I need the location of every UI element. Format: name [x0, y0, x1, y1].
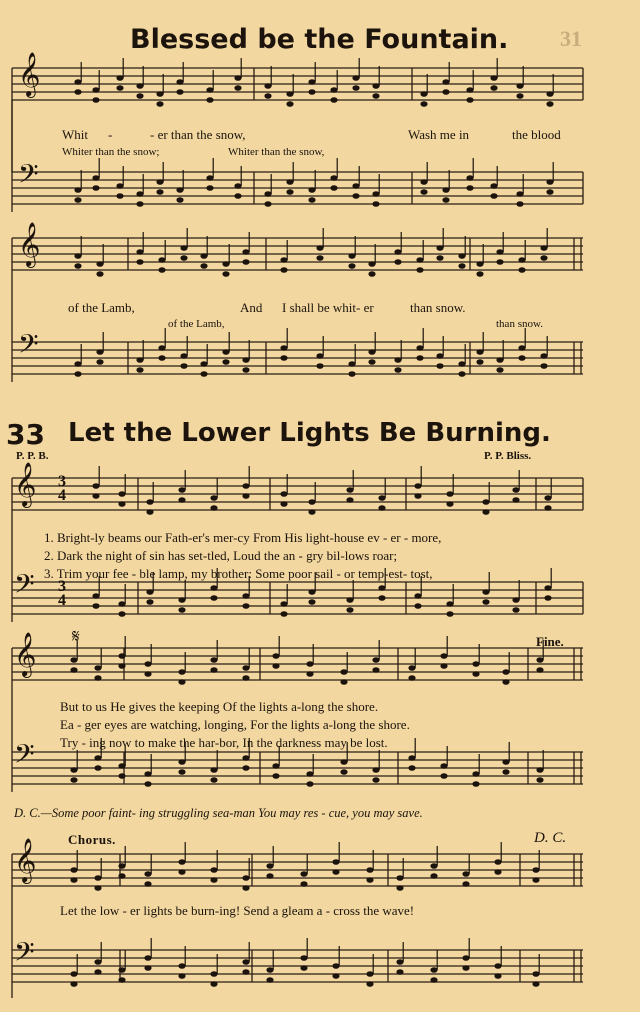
verse-1-part-2: But to us He gives the keeping Of the lights a-long the shore.: [60, 699, 379, 714]
music-credit: P. P. Bliss.: [484, 450, 532, 462]
verse-2: 2. Dark the night of sin has set-tled, Loud the an - gry bil-lows roar;: [44, 548, 398, 563]
verse-2-part-2: Ea - ger eyes are watching, longing, For the lights a-long the shore.: [60, 717, 410, 732]
lyric-fragment: - er than the snow,: [150, 127, 246, 142]
time-signature-bass: 3 4: [58, 578, 66, 609]
dc-label: D. C.: [534, 830, 567, 846]
hymn-number: 33: [6, 418, 45, 451]
bass-clef: 𝄢: [18, 158, 39, 196]
lyric-fragment: And: [240, 300, 263, 315]
bass-clef-3: 𝄢: [14, 568, 35, 606]
bass-clef-4: 𝄢: [14, 738, 35, 776]
da-capo-line: D. C.—Some poor faint- ing struggling sea-man You may res - cue, you may save.: [14, 806, 423, 820]
alto-lyrics-line-2: [0, 318, 640, 334]
treble-clef-2: 𝄞: [18, 222, 41, 266]
words-credit: P. P. B.: [16, 450, 49, 462]
lyric-fragment: Wash me in: [408, 127, 470, 142]
lyric-fragment: Whit: [62, 127, 88, 142]
bass-clef-5: 𝄢: [14, 936, 35, 974]
page-number: 31: [560, 26, 582, 51]
lyric-fragment: of the Lamb,: [68, 300, 135, 315]
lyric-fragment: Whiter than the snow,: [228, 146, 325, 158]
hymn-title: Blessed be the Fountain.: [130, 24, 509, 55]
treble-clef-3: 𝄞: [14, 462, 37, 506]
lyric-fragment: I shall be whit- er: [282, 300, 374, 315]
lyrics-line-2: [0, 300, 640, 318]
lyric-fragment: Whiter than the snow;: [62, 146, 160, 158]
chorus-label: Chorus.: [68, 832, 116, 847]
lyric-fragment: of the Lamb,: [168, 318, 225, 330]
lyric-fragment: than snow.: [410, 300, 466, 315]
fine-label: Fine.: [536, 634, 564, 649]
lyric-fragment: -: [108, 127, 113, 142]
segno-sign: 𝄋: [72, 626, 80, 646]
treble-clef: 𝄞: [18, 52, 41, 96]
time-signature: 3 4: [58, 473, 66, 504]
lyric-fragment: the blood: [512, 127, 561, 142]
verse-3: 3. Trim your fee - ble lamp, my brother: Some poor sail - or temp-est- tost,: [44, 566, 433, 581]
staff-system-5: [8, 846, 588, 1006]
chorus-lyric: Let the low - er lights be burn-ing! Send a gleam a - cross the wave!: [60, 903, 415, 918]
hymn-title-2: Let the Lower Lights Be Burning.: [68, 418, 551, 448]
verse-3-part-2: Try - ing now to make the har-bor, In the darkness may be lost.: [60, 735, 388, 750]
verse-1: 1. Bright-ly beams our Fath-er's mer-cy From His light-house ev - er - more,: [44, 530, 442, 545]
treble-clef-4: 𝄞: [14, 632, 37, 676]
treble-clef-5: 𝄞: [14, 838, 37, 882]
lyric-fragment: than snow.: [496, 318, 543, 330]
lyrics-line-1: [0, 127, 640, 145]
bass-clef-2: 𝄢: [18, 328, 39, 366]
alto-lyrics-line-1: [0, 146, 640, 162]
